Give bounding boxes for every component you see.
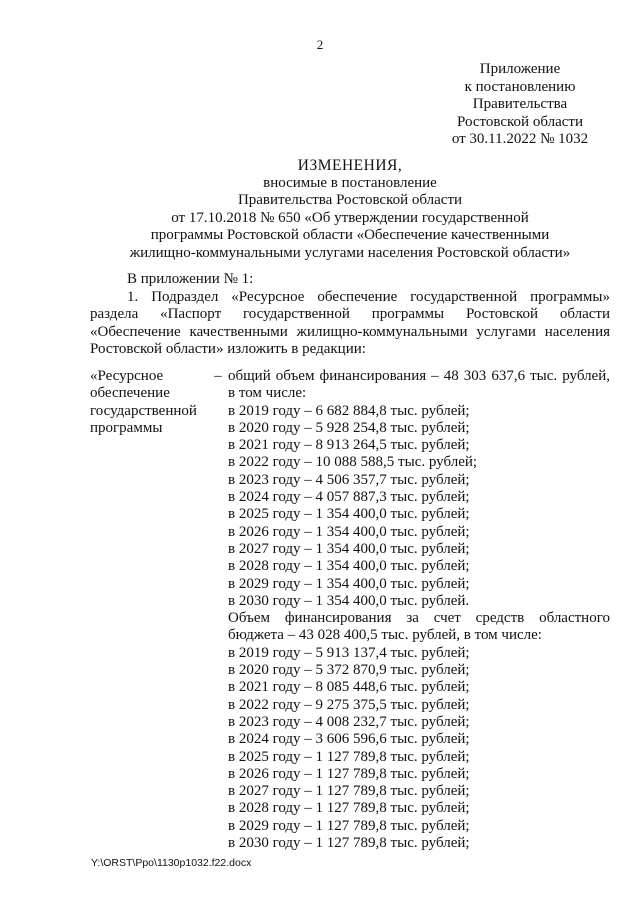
item1-line: «Обеспечение качественными жилищно-коммунальными услугами населения (90, 323, 610, 340)
document-heading (90, 157, 610, 262)
year-line: в 2029 году – 1 127 789,8 тыс. рублей; (228, 817, 470, 834)
year-line: в 2020 году – 5 372 870,9 тыс. рублей; (228, 662, 470, 679)
heading-line: жилищно-коммунальными услугами населения Ростовской области» (129, 244, 571, 261)
annex-line: Ростовской области (457, 113, 583, 130)
annex-line: к постановлению (464, 78, 576, 95)
page-number: 2 (316, 37, 324, 52)
year-line: в 2024 году – 4 057 887,3 тыс. рублей; (228, 489, 470, 506)
item1-line: 1. Подраздел «Ресурсное обеспечение государственной программы» (127, 288, 610, 305)
regional-line: бюджета – 43 028 400,5 тыс. рублей, в том числе: (228, 627, 542, 644)
year-line: в 2028 году – 1 127 789,8 тыс. рублей; (228, 800, 470, 817)
total-line: общий объем финансирования – 48 303 637,6 тыс. рублей, (228, 368, 610, 384)
year-line: в 2021 году – 8 913 264,5 тыс. рублей; (228, 437, 470, 454)
year-line: в 2019 году – 6 682 884,8 тыс. рублей; (228, 402, 470, 419)
year-line: в 2027 году – 1 354 400,0 тыс. рублей; (228, 540, 470, 557)
year-line: в 2022 году – 9 275 375,5 тыс. рублей; (228, 696, 470, 713)
heading-line: вносимые в постановление (263, 174, 437, 191)
year-line: в 2026 году – 1 354 400,0 тыс. рублей; (228, 523, 470, 540)
regional-line: Объем финансирования за счет средств областного (228, 610, 610, 627)
label-line: «Ресурсное (90, 368, 164, 384)
annex-line: Приложение (479, 61, 561, 77)
year-line: в 2030 году – 1 127 789,8 тыс. рублей; (228, 835, 470, 852)
year-line: в 2026 году – 1 127 789,8 тыс. рублей; (228, 765, 470, 782)
year-line: в 2025 году – 1 354 400,0 тыс. рублей; (228, 506, 470, 523)
separator-dash: – (214, 368, 222, 384)
annex-block (420, 61, 620, 149)
year-line: в 2029 году – 1 354 400,0 тыс. рублей; (228, 575, 470, 592)
heading-title: ИЗМЕНЕНИЯ, (297, 157, 403, 174)
heading-line: Правительства Ростовской области (237, 192, 463, 208)
heading-line: программы Ростовской области «Обеспечение качественными (150, 227, 550, 243)
document-body (90, 271, 610, 359)
label-line: обеспечение (90, 385, 170, 402)
year-line: в 2027 году – 1 127 789,8 тыс. рублей; (228, 783, 470, 800)
year-line: в 2028 году – 1 354 400,0 тыс. рублей; (228, 558, 470, 575)
heading-line: от 17.10.2018 № 650 «Об утверждении государственной (171, 209, 529, 226)
annex-line: от 30.11.2022 № 1032 (451, 131, 589, 147)
year-line: в 2021 году – 8 085 448,6 тыс. рублей; (228, 679, 470, 696)
label-line: программы (90, 419, 163, 436)
funding-label (90, 368, 215, 437)
year-line: в 2024 году – 3 606 596,6 тыс. рублей; (228, 731, 470, 748)
total-line: в том числе: (228, 385, 307, 402)
item1-line: Ростовской области» изложить в редакции: (90, 341, 366, 357)
funding-values (228, 368, 610, 852)
year-line: в 2023 году – 4 506 357,7 тыс. рублей; (228, 471, 470, 488)
year-line: в 2022 году – 10 088 588,5 тыс. рублей; (228, 454, 478, 471)
year-line: в 2023 году – 4 008 232,7 тыс. рублей; (228, 713, 470, 730)
item1-line: раздела «Паспорт государственной программы Ростовской области (90, 306, 610, 322)
annex-line: Правительства (472, 96, 568, 112)
year-line: в 2025 году – 1 127 789,8 тыс. рублей; (228, 748, 470, 765)
label-line: государственной (90, 402, 197, 419)
year-line: в 2030 году – 1 354 400,0 тыс. рублей. (228, 592, 470, 609)
intro-line: В приложении № 1: (127, 271, 254, 287)
year-line: в 2019 году – 5 913 137,4 тыс. рублей; (228, 644, 470, 661)
year-line: в 2020 году – 5 928 254,8 тыс. рублей; (228, 419, 470, 436)
file-path-footer: Y:\ORST\Ppo\1130p1032.f22.docx (91, 857, 252, 869)
